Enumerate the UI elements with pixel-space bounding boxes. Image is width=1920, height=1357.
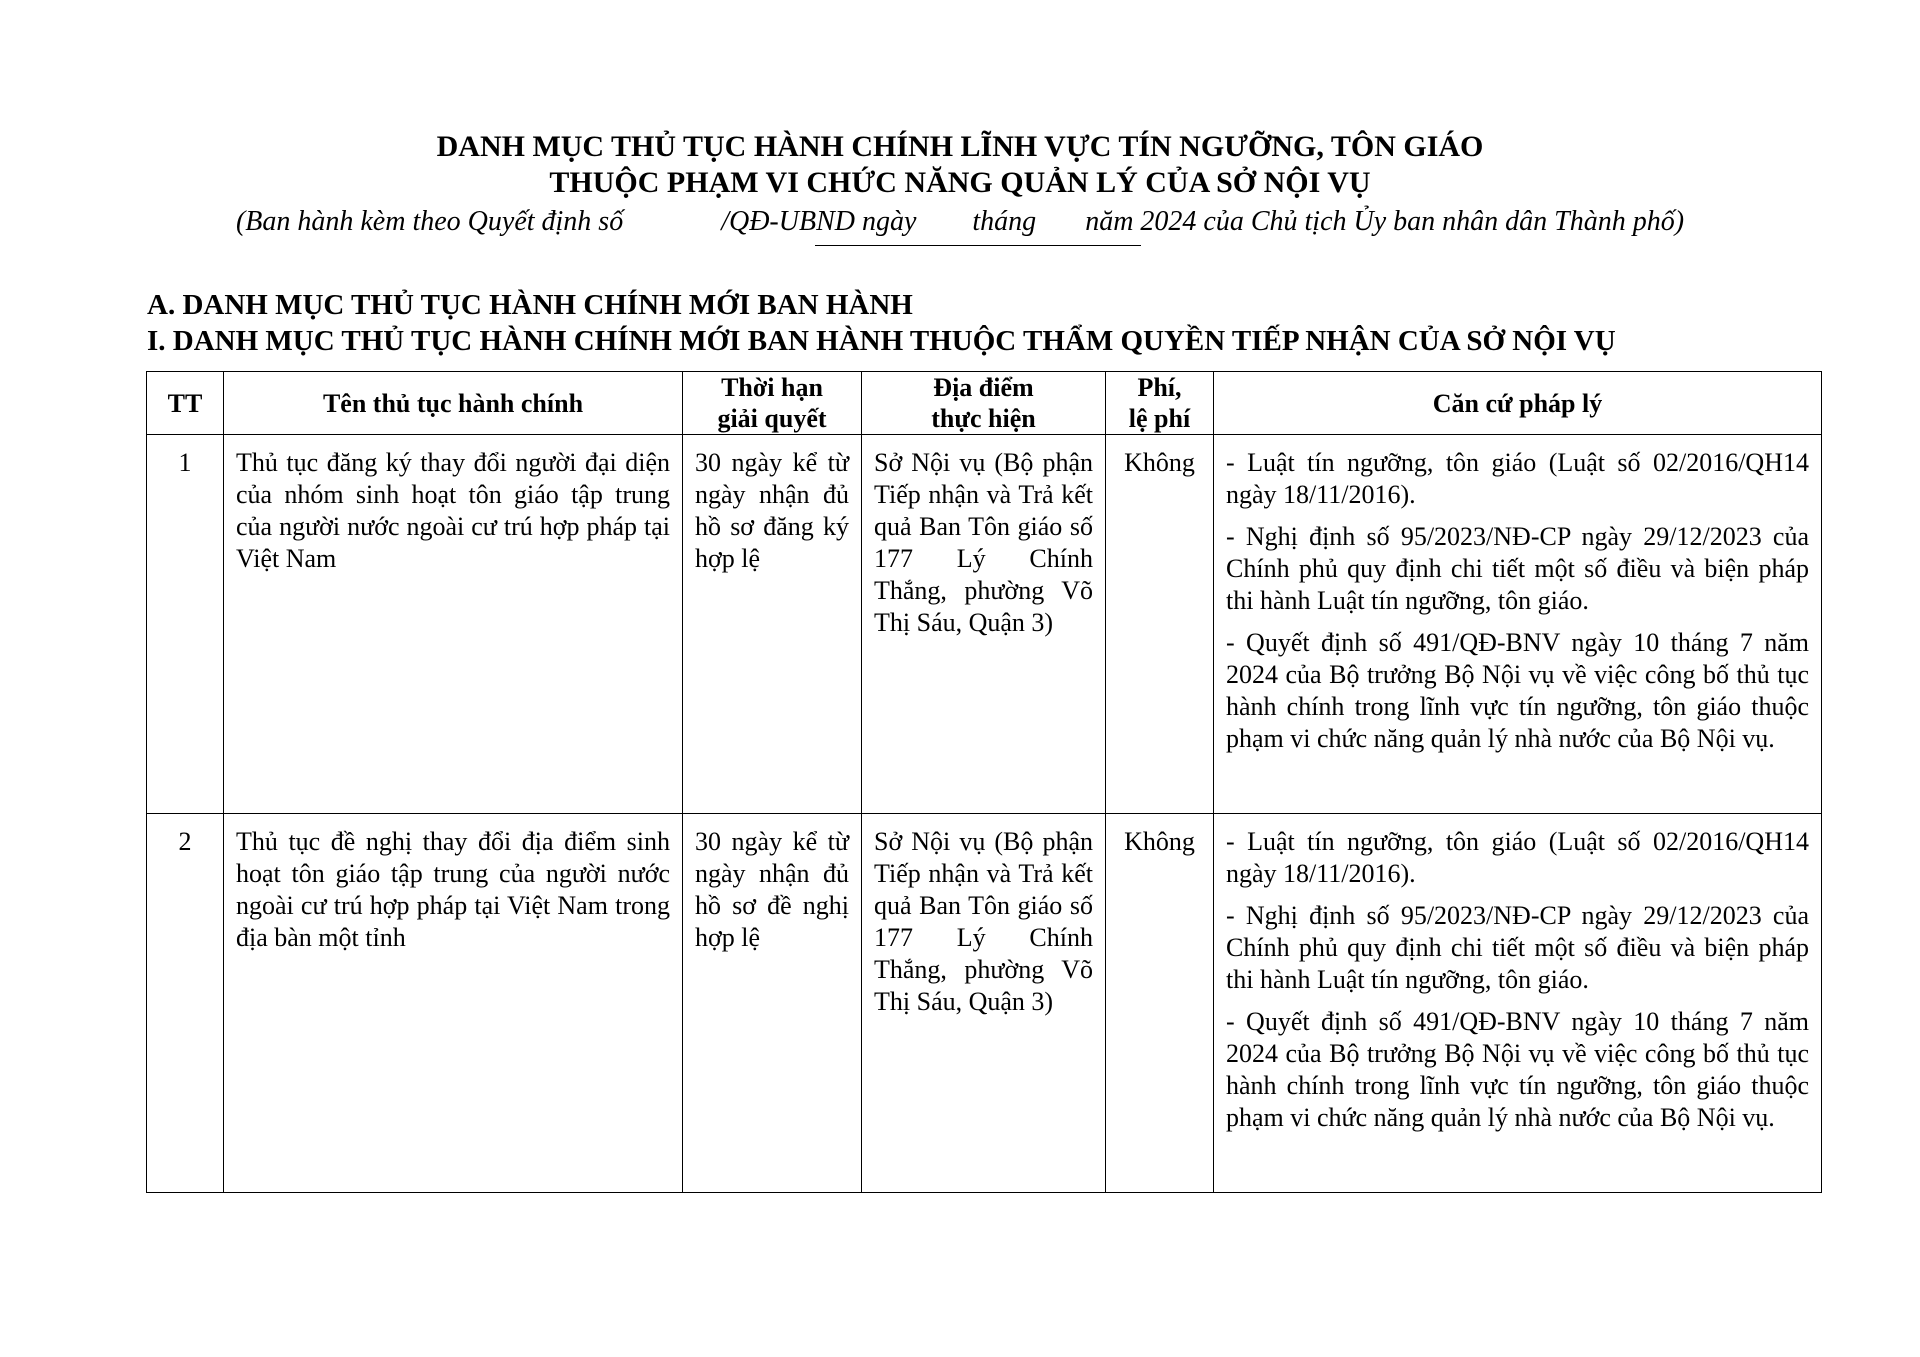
section-a-heading: A. DANH MỤC THỦ TỤC HÀNH CHÍNH MỚI BAN HÀNH: [147, 289, 913, 321]
legal-basis: [1214, 435, 1822, 814]
header-place-line-2: thực hiện: [931, 404, 1036, 433]
row-number: 1: [147, 435, 224, 814]
place: Sở Nội vụ (Bộ phận Tiếp nhận và Trả kết quả Ban Tôn giáo số 177 Lý Chính Thắng, phường Võ Thị Sáu, Quận 3): [862, 814, 1106, 1193]
header-legal-basis: Căn cứ pháp lý: [1214, 372, 1822, 435]
header-tt: TT: [147, 372, 224, 435]
legal-item: - Quyết định số 491/QĐ-BNV ngày 10 tháng 7 năm 2024 của Bộ trưởng Bộ Nội vụ về việc công bố thủ tục hành chính trong lĩnh vực tín ngưỡng, tôn giáo thuộc phạm vi chức năng quản lý nhà nước của Bộ Nội vụ.: [1226, 628, 1809, 753]
procedures-table: [146, 371, 1822, 1193]
header-place: [862, 372, 1106, 435]
legal-item: - Nghị định số 95/2023/NĐ-CP ngày 29/12/2023 của Chính phủ quy định chi tiết một số điều và biện pháp thi hành Luật tín ngưỡng, tôn giáo.: [1226, 901, 1809, 994]
fee: Không: [1106, 814, 1214, 1193]
legal-item: - Quyết định số 491/QĐ-BNV ngày 10 tháng 7 năm 2024 của Bộ trưởng Bộ Nội vụ về việc công bố thủ tục hành chính trong lĩnh vực tín ngưỡng, tôn giáo thuộc phạm vi chức năng quản lý nhà nước của Bộ Nội vụ.: [1226, 1007, 1809, 1132]
legal-item: - Luật tín ngưỡng, tôn giáo (Luật số 02/2016/QH14 ngày 18/11/2016).: [1226, 448, 1809, 509]
header-time-line-2: giải quyết: [717, 404, 827, 433]
header-time-limit: [683, 372, 862, 435]
table-row: [147, 435, 1822, 814]
legal-basis: [1214, 814, 1822, 1193]
subtitle-part-2: /QĐ-UBND ngày: [721, 206, 917, 237]
time-limit: 30 ngày kể từ ngày nhận đủ hồ sơ đăng ký hợp lệ: [683, 435, 862, 814]
subtitle-part-4: năm 2024 của Chủ tịch Ủy ban nhân dân Thành phố): [1085, 206, 1685, 237]
time-limit: 30 ngày kể từ ngày nhận đủ hồ sơ đề nghị hợp lệ: [683, 814, 862, 1193]
section-i-heading: I. DANH MỤC THỦ TỤC HÀNH CHÍNH MỚI BAN HÀNH THUỘC THẨM QUYỀN TIẾP NHẬN CỦA SỞ NỘI VỤ: [147, 325, 1616, 357]
document-title-line-2: THUỘC PHẠM VI CHỨC NĂNG QUẢN LÝ CỦA SỞ NỘI VỤ: [549, 166, 1371, 199]
document-title-line-1: DANH MỤC THỦ TỤC HÀNH CHÍNH LĨNH VỰC TÍN NGƯỠNG, TÔN GIÁO: [436, 130, 1484, 163]
table-header-row: [147, 372, 1822, 435]
procedure-name: Thủ tục đề nghị thay đổi địa điểm sinh hoạt tôn giáo tập trung của người nước ngoài cư trú hợp pháp tại Việt Nam trong địa bàn một tỉnh: [224, 814, 683, 1193]
header-fee-line-1: Phí,: [1137, 373, 1182, 402]
subtitle-part-3: tháng: [972, 206, 1037, 237]
legal-item: - Luật tín ngưỡng, tôn giáo (Luật số 02/2016/QH14 ngày 18/11/2016).: [1226, 827, 1809, 888]
header-place-line-1: Địa điểm: [933, 373, 1034, 402]
header-fee-line-2: lệ phí: [1128, 404, 1191, 433]
header-fee: [1106, 372, 1214, 435]
header-time-line-1: Thời hạn: [721, 373, 823, 402]
subtitle-part-1: (Ban hành kèm theo Quyết định số: [235, 206, 624, 237]
place: Sở Nội vụ (Bộ phận Tiếp nhận và Trả kết quả Ban Tôn giáo số 177 Lý Chính Thắng, phường Võ Thị Sáu, Quận 3): [862, 435, 1106, 814]
fee: Không: [1106, 435, 1214, 814]
subtitle-underline: [815, 245, 1141, 246]
procedure-name: Thủ tục đăng ký thay đổi người đại diện của nhóm sinh hoạt tôn giáo tập trung của người nước ngoài cư trú hợp pháp tại Việt Nam: [224, 435, 683, 814]
table-row: [147, 814, 1822, 1193]
legal-item: - Nghị định số 95/2023/NĐ-CP ngày 29/12/2023 của Chính phủ quy định chi tiết một số điều và biện pháp thi hành Luật tín ngưỡng, tôn giáo.: [1226, 522, 1809, 615]
header-procedure-name: Tên thủ tục hành chính: [224, 372, 683, 435]
row-number: 2: [147, 814, 224, 1193]
document-subtitle: [0, 205, 1920, 239]
